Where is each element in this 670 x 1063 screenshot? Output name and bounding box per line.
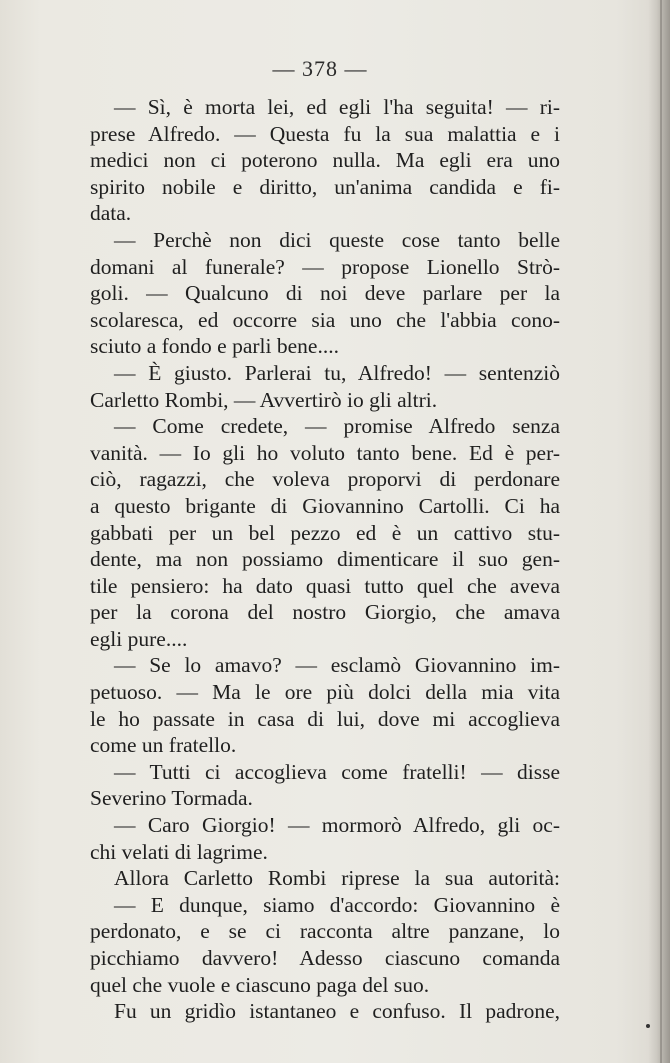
text-line: spirito nobile e diritto, un'anima candida e fi-	[90, 174, 560, 199]
text-line: — Perchè non dici queste cose tanto belle	[114, 227, 560, 252]
page-number: — 378 —	[272, 56, 368, 81]
text-line: prese Alfredo. — Questa fu la sua malattia e i	[90, 121, 560, 146]
text-line: chi velati di lagrime.	[90, 839, 268, 864]
text-line: come un fratello.	[90, 733, 237, 758]
text-line: domani al funerale? — propose Lionello Strò-	[90, 254, 560, 279]
text-line: petuoso. — Ma le ore più dolci della mia vita	[90, 680, 560, 705]
text-line: — Sì, è morta lei, ed egli l'ha seguita! — ri-	[114, 95, 560, 119]
text-line: tile pensiero: ha dato quasi tutto quel che aveva	[90, 573, 560, 598]
page-edge-shadow	[648, 0, 670, 1063]
text-line: — Tutti ci accoglieva come fratelli! — disse	[114, 759, 560, 784]
text-line: — È giusto. Parlerai tu, Alfredo! — sentenziò	[114, 360, 560, 385]
text-line: — Come credete, — promise Alfredo senza	[114, 414, 560, 439]
text-line: sciuto a fondo e parli bene....	[90, 334, 339, 359]
text-line: data.	[90, 201, 132, 226]
text-line: Fu un gridìo istantaneo e confuso. Il padrone,	[114, 999, 560, 1024]
text-line: goli. — Qualcuno di noi deve parlare per la	[90, 281, 560, 306]
text-line: — Caro Giorgio! — mormorò Alfredo, gli oc-	[114, 813, 560, 838]
text-line: scolaresca, ed occorre sia uno che l'abbia cono-	[90, 307, 560, 332]
ink-speck	[646, 1024, 650, 1028]
text-line: dente, ma non possiamo dimenticare il suo gen-	[90, 547, 560, 572]
text-line: ciò, ragazzi, che voleva proporvi di perdonare	[90, 467, 560, 492]
text-line: a questo brigante di Giovannino Cartolli. Ci ha	[90, 493, 560, 518]
text-line: Carletto Rombi, — Avvertirò io gli altri.	[90, 387, 438, 412]
body-text	[90, 94, 560, 1025]
text-line: — E dunque, siamo d'accordo: Giovannino è	[114, 892, 560, 917]
text-line: egli pure....	[90, 626, 188, 651]
text-line: — Se lo amavo? — esclamò Giovannino im-	[114, 653, 560, 678]
text-line: quel che vuole e ciascuno paga del suo.	[90, 972, 430, 997]
text-line: Allora Carletto Rombi riprese la sua autorità:	[114, 866, 560, 891]
text-line: picchiamo davvero! Adesso ciascuno comanda	[90, 946, 560, 970]
text-line: per la corona del nostro Giorgio, che amava	[90, 600, 560, 625]
text-line: Severino Tormada.	[90, 786, 253, 811]
text-line: medici non ci poterono nulla. Ma egli era uno	[90, 148, 560, 173]
text-line: vanità. — Io gli ho voluto tanto bene. Ed è per-	[90, 440, 560, 465]
text-line: perdonato, e se ci racconta altre panzane, lo	[90, 919, 560, 944]
page-edge-line	[660, 0, 662, 1063]
text-line: le ho passate in casa di lui, dove mi accoglieva	[90, 706, 560, 731]
text-line: gabbati per un bel pezzo ed è un cattivo stu-	[90, 520, 560, 545]
